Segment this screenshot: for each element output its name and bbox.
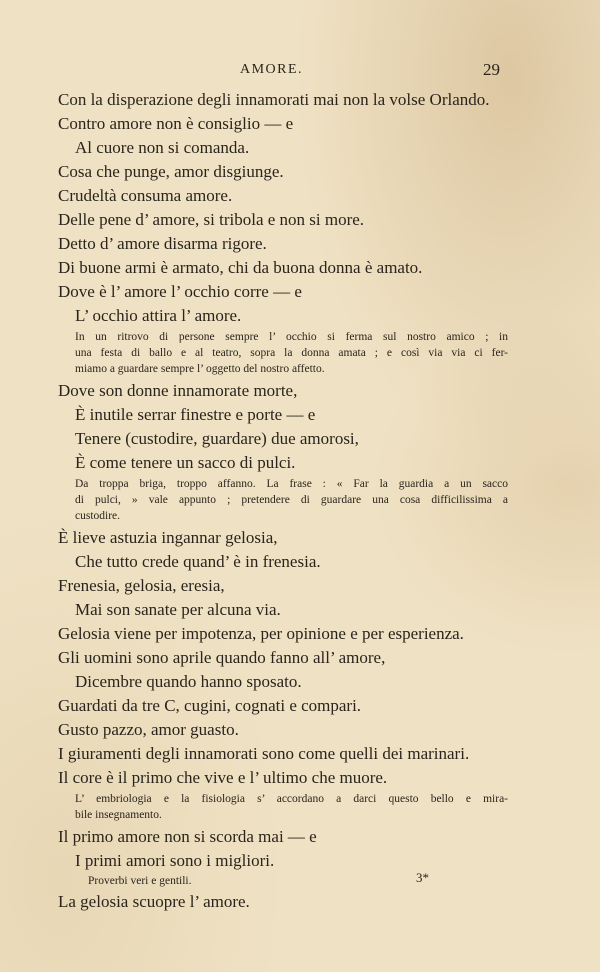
proverb-line: Contro amore non è consiglio — e [58, 114, 294, 133]
page-body [58, 88, 508, 914]
note-line: Da troppa briga, troppo affanno. La frase : « Far la guardia a un sacco [75, 478, 508, 490]
proverb-line: Delle pene d’ amore, si tribola e non si more. [58, 210, 365, 229]
note-line: una festa di ballo e al teatro, sopra la donna amata ; e così via via ci fer- [75, 347, 508, 359]
proverb-line: È lieve astuzia ingannar gelosia, [58, 528, 278, 547]
proverb-continuation: Tenere (custodire, guardare) due amorosi, [75, 429, 359, 448]
signature-mark: 3* [416, 870, 429, 885]
proverb-continuation: Che tutto crede quand’ è in frenesia. [75, 552, 321, 571]
commentary-note: Proverbi veri e gentili. [88, 875, 192, 887]
proverb-line: Dove son donne innamorate morte, [58, 381, 298, 400]
proverb-line: Guardati da tre C, cugini, cognati e compari. [58, 696, 362, 715]
commentary-note [58, 791, 508, 823]
proverb-continuation: I primi amori sono i migliori. [75, 851, 275, 870]
proverb-line: I giuramenti degli innamorati sono come quelli dei marinari. [58, 744, 470, 763]
proverb-line: Frenesia, gelosia, eresia, [58, 576, 225, 595]
note-line: L’ embriologia e la fisiologia s’ accordano a darci questo bello e mira- [75, 793, 508, 805]
commentary-note [58, 329, 508, 377]
proverb-continuation: L’ occhio attira l’ amore. [75, 306, 242, 325]
proverb-line: La gelosia scuopre l’ amore. [58, 892, 250, 911]
proverb-line: Gli uomini sono aprile quando fanno all’ amore, [58, 648, 386, 667]
proverb-line: Il primo amore non si scorda mai — e [58, 827, 317, 846]
proverb-continuation: È come tenere un sacco di pulci. [75, 453, 296, 472]
page-header [60, 60, 500, 82]
running-title: AMORE. [240, 62, 304, 77]
proverb-line: Cosa che punge, amor disgiunge. [58, 162, 284, 181]
proverb-line: Crudeltà consuma amore. [58, 186, 233, 205]
note-line: In un ritrovo di persone sempre l’ occhio si ferma sul nostro amico ; in [75, 331, 508, 343]
proverb-continuation: È inutile serrar finestre e porte — e [75, 405, 316, 424]
proverb-line: Gusto pazzo, amor guasto. [58, 720, 239, 739]
proverb-line: Detto d’ amore disarma rigore. [58, 234, 267, 253]
page-number: 29 [483, 60, 500, 79]
proverb-continuation: Dicembre quando hanno sposato. [75, 672, 302, 691]
commentary-note [58, 476, 508, 524]
proverb-line: Di buone armi è armato, chi da buona donna è amato. [58, 258, 423, 277]
note-line: bile insegnamento. [75, 809, 162, 821]
note-line: miamo a guardare sempre l’ oggetto del nostro affetto. [75, 363, 325, 375]
note-line: custodire. [75, 510, 121, 522]
proverb-line: Dove è l’ amore l’ occhio corre — e [58, 282, 302, 301]
note-line: di pulci, » vale appunto ; pretendere di guardare una cosa difficilissima a [75, 494, 508, 506]
proverb-line: Con la disperazione degli innamorati mai non la volse Orlando. [58, 90, 490, 109]
proverb-continuation: Mai son sanate per alcuna via. [75, 600, 281, 619]
proverb-continuation: Al cuore non si comanda. [75, 138, 250, 157]
proverb-line: Il core è il primo che vive e l’ ultimo che muore. [58, 768, 388, 787]
proverb-line: Gelosia viene per impotenza, per opinione e per esperienza. [58, 624, 464, 643]
